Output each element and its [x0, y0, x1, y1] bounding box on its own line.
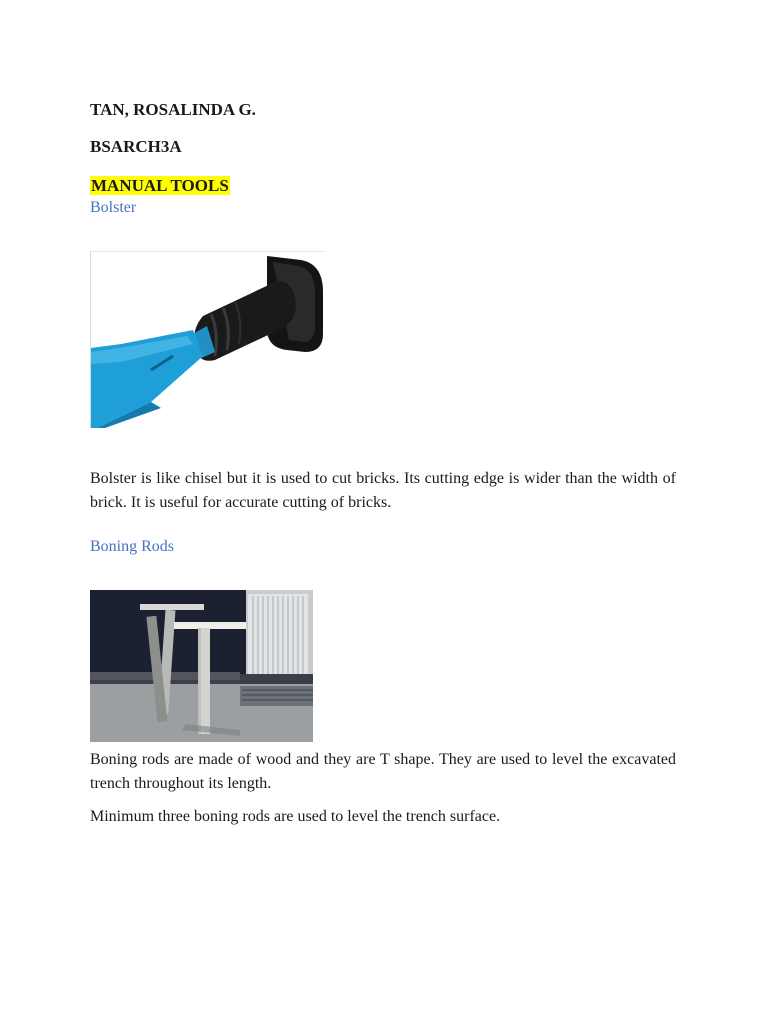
boning-rods-note: Minimum three boning rods are used to level the trench surface. [90, 808, 501, 825]
class-section: BSARCH3A [90, 137, 182, 156]
bolster-image [90, 251, 325, 428]
author-name: TAN, ROSALINDA G. [90, 100, 256, 119]
boning-rods-description: Boning rods are made of wood and they are T shape. They are used to level the excavated trench throughout its length. [90, 751, 676, 792]
document-title [90, 176, 230, 196]
boning-rods-image [90, 590, 313, 742]
tool-heading-bolster: Bolster [90, 199, 137, 216]
bolster-chisel-icon [91, 252, 325, 428]
bolster-description: Bolster is like chisel but it is used to cut bricks. Its cutting edge is wider than the width of brick. It is useful for accurate cutting of bricks. [90, 470, 676, 511]
highlighted-title-text: MANUAL TOOLS [91, 176, 229, 195]
boning-rods-icon [90, 590, 313, 742]
tool-heading-boning-rods: Boning Rods [90, 538, 175, 555]
